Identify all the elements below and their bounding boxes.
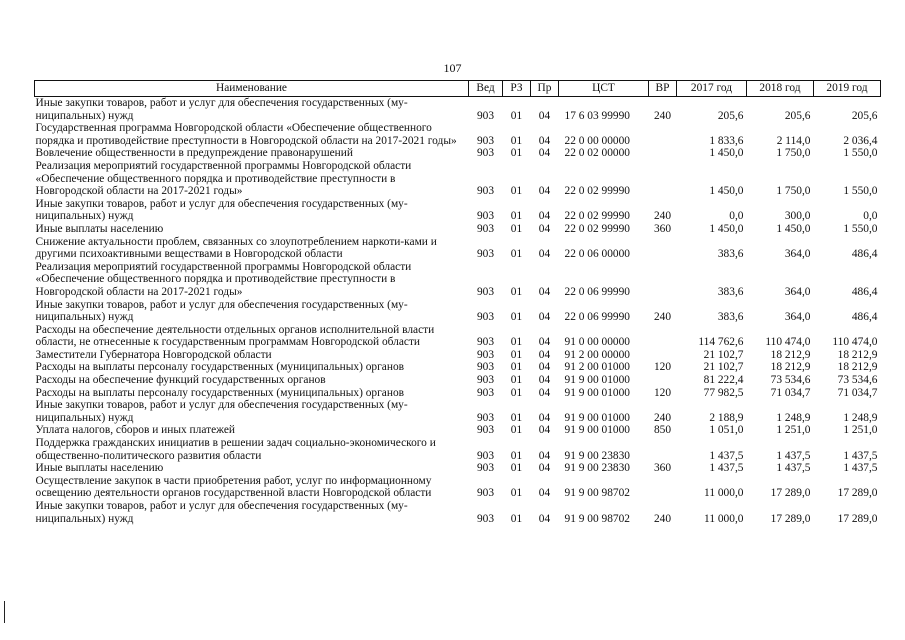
row-value-2018: 1 437,5 <box>776 449 811 462</box>
row-value-2017: 1 437,5 <box>709 462 744 475</box>
row-value-2017: 205,6 <box>717 109 744 122</box>
row-name: Иные выплаты населению <box>35 222 164 235</box>
row-vr <box>649 475 677 500</box>
row-value-2018: 71 034,7 <box>770 386 811 399</box>
row-pr: 04 <box>538 185 551 198</box>
row-rz: 01 <box>510 512 523 525</box>
row-name: Иные выплаты населению <box>35 462 164 475</box>
row-name: Вовлечение общественности в предупреждение правонарушений <box>35 147 353 160</box>
row-cst: 91 9 00 98702 <box>564 487 630 500</box>
table-row <box>35 147 881 160</box>
row-vr: 240 <box>653 210 672 223</box>
header-pr: Пр <box>531 81 559 97</box>
row-value-2019: 110 474,0 <box>832 336 878 349</box>
row-vr: 360 <box>653 462 672 475</box>
row-cst: 22 0 06 99990 <box>564 285 630 298</box>
row-cst: 91 9 00 01000 <box>564 424 630 437</box>
table-row <box>35 387 881 400</box>
header-cst: ЦСТ <box>559 81 649 97</box>
row-rz: 01 <box>510 311 523 324</box>
row-cst: 91 9 00 23830 <box>564 449 630 462</box>
row-rz: 01 <box>510 185 523 198</box>
row-name: Реализация мероприятий государственной программы Новгородской области «Обеспечение общественного порядка и противодействие преступности в Новгородской области на 2017-2021 годы» <box>35 159 412 198</box>
row-value-2019: 0,0 <box>863 210 878 223</box>
row-value-2019: 486,4 <box>851 285 878 298</box>
header-ved: Вед <box>469 81 503 97</box>
row-name: Расходы на обеспечение функций государственных органов <box>35 374 326 387</box>
row-name: Снижение актуальности проблем, связанных со злоупотреблением наркоти-ками и другими психоактивными веществами в Новгородской области <box>35 235 437 261</box>
row-vr: 240 <box>653 512 672 525</box>
row-ved: 903 <box>476 285 495 298</box>
row-ved: 903 <box>476 348 495 361</box>
row-pr: 04 <box>538 109 551 122</box>
row-value-2018: 1 450,0 <box>776 222 811 235</box>
row-pr: 04 <box>538 424 551 437</box>
row-value-2018: 364,0 <box>784 311 811 324</box>
table-row <box>35 261 881 299</box>
row-value-2018: 2 114,0 <box>776 134 811 147</box>
row-name: Поддержка гражданских инициатив в решении задач социально-экономического и общественно-политического развития области <box>35 437 436 462</box>
row-ved: 903 <box>476 336 495 349</box>
budget-table <box>34 80 881 525</box>
header-2018: 2018 год <box>747 81 814 97</box>
row-ved: 903 <box>476 386 495 399</box>
row-cst: 91 2 00 00000 <box>564 348 630 361</box>
header-vr: ВР <box>649 81 677 97</box>
row-rz: 01 <box>510 222 523 235</box>
row-rz: 01 <box>510 134 523 147</box>
table-row <box>35 349 881 362</box>
page-number: 107 <box>443 61 462 75</box>
row-value-2019: 1 251,0 <box>843 424 878 437</box>
row-pr: 04 <box>538 386 551 399</box>
row-pr: 04 <box>538 336 551 349</box>
row-value-2017: 1 051,0 <box>709 424 744 437</box>
row-pr: 04 <box>538 462 551 475</box>
row-cst: 91 9 00 23830 <box>564 462 630 475</box>
row-ved: 903 <box>476 210 495 223</box>
row-vr: 120 <box>653 386 672 399</box>
row-value-2017: 21 102,7 <box>703 348 744 361</box>
header-rz: РЗ <box>503 81 531 97</box>
row-value-2018: 205,6 <box>784 109 811 122</box>
row-value-2017: 1 437,5 <box>709 449 744 462</box>
row-value-2018: 364,0 <box>784 248 811 261</box>
table-row <box>35 399 881 424</box>
row-value-2017: 383,6 <box>717 285 744 298</box>
row-name: Реализация мероприятий государственной программы Новгородской области «Обеспечение общественного порядка и противодействие преступности в Новгородской области на 2017-2021 годы» <box>35 260 412 298</box>
row-vr <box>649 147 677 160</box>
row-ved: 903 <box>476 411 495 424</box>
row-value-2019: 1 550,0 <box>843 147 878 160</box>
row-vr: 850 <box>653 424 672 437</box>
row-name: Осуществление закупок в части приобретения работ, услуг по информационному освещению деятельности органов государственной власти Новгородской области <box>35 474 432 500</box>
table-row <box>35 122 881 147</box>
row-ved: 903 <box>476 512 495 525</box>
row-rz: 01 <box>510 386 523 399</box>
row-value-2019: 71 034,7 <box>837 386 878 399</box>
row-value-2019: 73 534,6 <box>837 374 878 387</box>
row-ved: 903 <box>476 374 495 387</box>
row-value-2019: 18 212,9 <box>837 348 878 361</box>
row-vr: 240 <box>653 109 672 122</box>
row-rz: 01 <box>510 361 523 374</box>
table-header-row <box>35 81 881 97</box>
row-vr <box>649 160 677 198</box>
row-cst: 91 9 00 01000 <box>564 411 630 424</box>
row-rz: 01 <box>510 374 523 387</box>
row-ved: 903 <box>476 222 495 235</box>
row-pr: 04 <box>538 248 551 261</box>
row-ved: 903 <box>476 311 495 324</box>
header-2017: 2017 год <box>677 81 747 97</box>
row-value-2017: 114 762,6 <box>698 336 744 349</box>
row-rz: 01 <box>510 336 523 349</box>
row-cst: 17 6 03 99990 <box>564 109 630 122</box>
row-ved: 903 <box>476 147 495 160</box>
row-value-2018: 1 248,9 <box>776 411 811 424</box>
row-vr <box>649 374 677 387</box>
row-value-2017: 21 102,7 <box>703 361 744 374</box>
row-cst: 22 0 06 00000 <box>564 248 630 261</box>
row-ved: 903 <box>476 462 495 475</box>
margin-mark <box>4 601 5 623</box>
row-value-2019: 486,4 <box>851 311 878 324</box>
row-value-2018: 18 212,9 <box>770 361 811 374</box>
row-pr: 04 <box>538 361 551 374</box>
row-pr: 04 <box>538 222 551 235</box>
row-value-2017: 2 188,9 <box>709 411 744 424</box>
row-pr: 04 <box>538 311 551 324</box>
row-vr: 360 <box>653 222 672 235</box>
row-rz: 01 <box>510 147 523 160</box>
row-vr: 240 <box>653 311 672 324</box>
row-vr <box>649 349 677 362</box>
row-name: Иные закупки товаров, работ и услуг для обеспечения государственных (му-ниципальных) нужд <box>35 500 408 525</box>
table-row <box>35 198 881 223</box>
table-row <box>35 374 881 387</box>
row-value-2019: 1 550,0 <box>843 185 878 198</box>
row-value-2017: 81 222,4 <box>703 374 744 387</box>
row-value-2017: 11 000,0 <box>704 487 744 500</box>
row-value-2017: 1 450,0 <box>709 222 744 235</box>
header-2019: 2019 год <box>814 81 881 97</box>
row-value-2017: 1 450,0 <box>709 185 744 198</box>
row-name: Иные закупки товаров, работ и услуг для обеспечения государственных (му-ниципальных) нужд <box>35 399 408 424</box>
row-value-2019: 486,4 <box>851 248 878 261</box>
row-cst: 22 0 02 99990 <box>564 185 630 198</box>
row-value-2017: 77 982,5 <box>703 386 744 399</box>
row-value-2018: 364,0 <box>784 285 811 298</box>
row-value-2017: 383,6 <box>717 311 744 324</box>
table-row <box>35 437 881 462</box>
row-cst: 91 0 00 00000 <box>564 336 630 349</box>
row-cst: 22 0 02 99990 <box>564 222 630 235</box>
row-pr: 04 <box>538 285 551 298</box>
row-pr: 04 <box>538 134 551 147</box>
row-value-2018: 110 474,0 <box>765 336 811 349</box>
row-value-2017: 1 833,6 <box>709 134 744 147</box>
row-name: Расходы на выплаты персоналу государственных (муниципальных) органов <box>35 386 405 399</box>
table-row <box>35 475 881 500</box>
row-pr: 04 <box>538 411 551 424</box>
row-ved: 903 <box>476 134 495 147</box>
row-pr: 04 <box>538 374 551 387</box>
row-name: Расходы на выплаты персоналу государственных (муниципальных) органов <box>35 361 405 374</box>
row-cst: 22 0 00 00000 <box>564 134 630 147</box>
row-rz: 01 <box>510 462 523 475</box>
row-name: Заместители Губернатора Новгородской области <box>35 348 272 361</box>
row-value-2019: 205,6 <box>851 109 878 122</box>
table-row <box>35 160 881 198</box>
table-body <box>35 97 881 526</box>
row-value-2018: 1 251,0 <box>776 424 811 437</box>
row-cst: 22 0 02 99990 <box>564 210 630 223</box>
row-name: Иные закупки товаров, работ и услуг для обеспечения государственных (му-ниципальных) нужд <box>35 298 408 324</box>
row-value-2018: 300,0 <box>784 210 811 223</box>
table-row <box>35 223 881 236</box>
row-value-2017: 383,6 <box>717 248 744 261</box>
row-vr <box>649 122 677 147</box>
table-row <box>35 424 881 437</box>
row-rz: 01 <box>510 285 523 298</box>
row-value-2017: 1 450,0 <box>709 147 744 160</box>
row-vr <box>649 236 677 261</box>
row-vr: 120 <box>653 361 672 374</box>
row-value-2019: 1 550,0 <box>843 222 878 235</box>
row-ved: 903 <box>476 361 495 374</box>
table-row <box>35 462 881 475</box>
table-row <box>35 97 881 123</box>
table-row <box>35 299 881 324</box>
row-value-2019: 1 437,5 <box>843 449 878 462</box>
table-row <box>35 500 881 525</box>
row-value-2019: 1 248,9 <box>843 411 878 424</box>
row-pr: 04 <box>538 449 551 462</box>
row-vr <box>649 437 677 462</box>
header-name: Наименование <box>35 81 469 97</box>
row-vr <box>649 261 677 299</box>
row-value-2019: 18 212,9 <box>837 361 878 374</box>
row-value-2019: 17 289,0 <box>837 487 878 500</box>
row-value-2019: 2 036,4 <box>843 134 878 147</box>
row-value-2018: 17 289,0 <box>770 512 811 525</box>
row-value-2018: 1 750,0 <box>776 147 811 160</box>
table-row <box>35 236 881 261</box>
row-rz: 01 <box>510 449 523 462</box>
row-rz: 01 <box>510 109 523 122</box>
row-ved: 903 <box>476 487 495 500</box>
row-value-2018: 1 437,5 <box>776 462 811 475</box>
row-ved: 903 <box>476 109 495 122</box>
row-value-2018: 73 534,6 <box>770 374 811 387</box>
row-value-2019: 17 289,0 <box>837 512 878 525</box>
table-row <box>35 361 881 374</box>
row-cst: 91 9 00 01000 <box>564 374 630 387</box>
row-name: Иные закупки товаров, работ и услуг для обеспечения государственных (му-ниципальных) нужд <box>35 97 408 122</box>
table-row <box>35 324 881 349</box>
row-cst: 91 2 00 01000 <box>564 361 630 374</box>
row-rz: 01 <box>510 210 523 223</box>
row-rz: 01 <box>510 348 523 361</box>
row-ved: 903 <box>476 185 495 198</box>
row-vr <box>649 324 677 349</box>
row-cst: 22 0 02 00000 <box>564 147 630 160</box>
row-value-2017: 0,0 <box>729 210 744 223</box>
row-name: Расходы на обеспечение деятельности отдельных органов исполнительной власти области, не отнесенные к государственным программам Новгородской области <box>35 323 435 349</box>
row-rz: 01 <box>510 487 523 500</box>
row-pr: 04 <box>538 210 551 223</box>
row-value-2017: 11 000,0 <box>704 512 744 525</box>
row-rz: 01 <box>510 424 523 437</box>
row-value-2018: 1 750,0 <box>776 185 811 198</box>
row-name: Иные закупки товаров, работ и услуг для обеспечения государственных (му-ниципальных) нужд <box>35 197 408 223</box>
row-value-2018: 18 212,9 <box>770 348 811 361</box>
row-pr: 04 <box>538 512 551 525</box>
row-vr: 240 <box>653 411 672 424</box>
row-ved: 903 <box>476 449 495 462</box>
row-cst: 91 9 00 01000 <box>564 386 630 399</box>
row-cst: 22 0 06 99990 <box>564 311 630 324</box>
row-rz: 01 <box>510 411 523 424</box>
row-cst: 91 9 00 98702 <box>564 512 630 525</box>
row-rz: 01 <box>510 248 523 261</box>
row-name: Государственная программа Новгородской области «Обеспечение общественного порядка и противодействие преступности в Новгородской области на 2017-2021 годы» <box>35 122 457 147</box>
row-value-2019: 1 437,5 <box>843 462 878 475</box>
row-pr: 04 <box>538 487 551 500</box>
row-ved: 903 <box>476 424 495 437</box>
row-pr: 04 <box>538 147 551 160</box>
row-pr: 04 <box>538 348 551 361</box>
row-value-2018: 17 289,0 <box>770 487 811 500</box>
row-ved: 903 <box>476 248 495 261</box>
row-name: Уплата налогов, сборов и иных платежей <box>35 424 235 437</box>
